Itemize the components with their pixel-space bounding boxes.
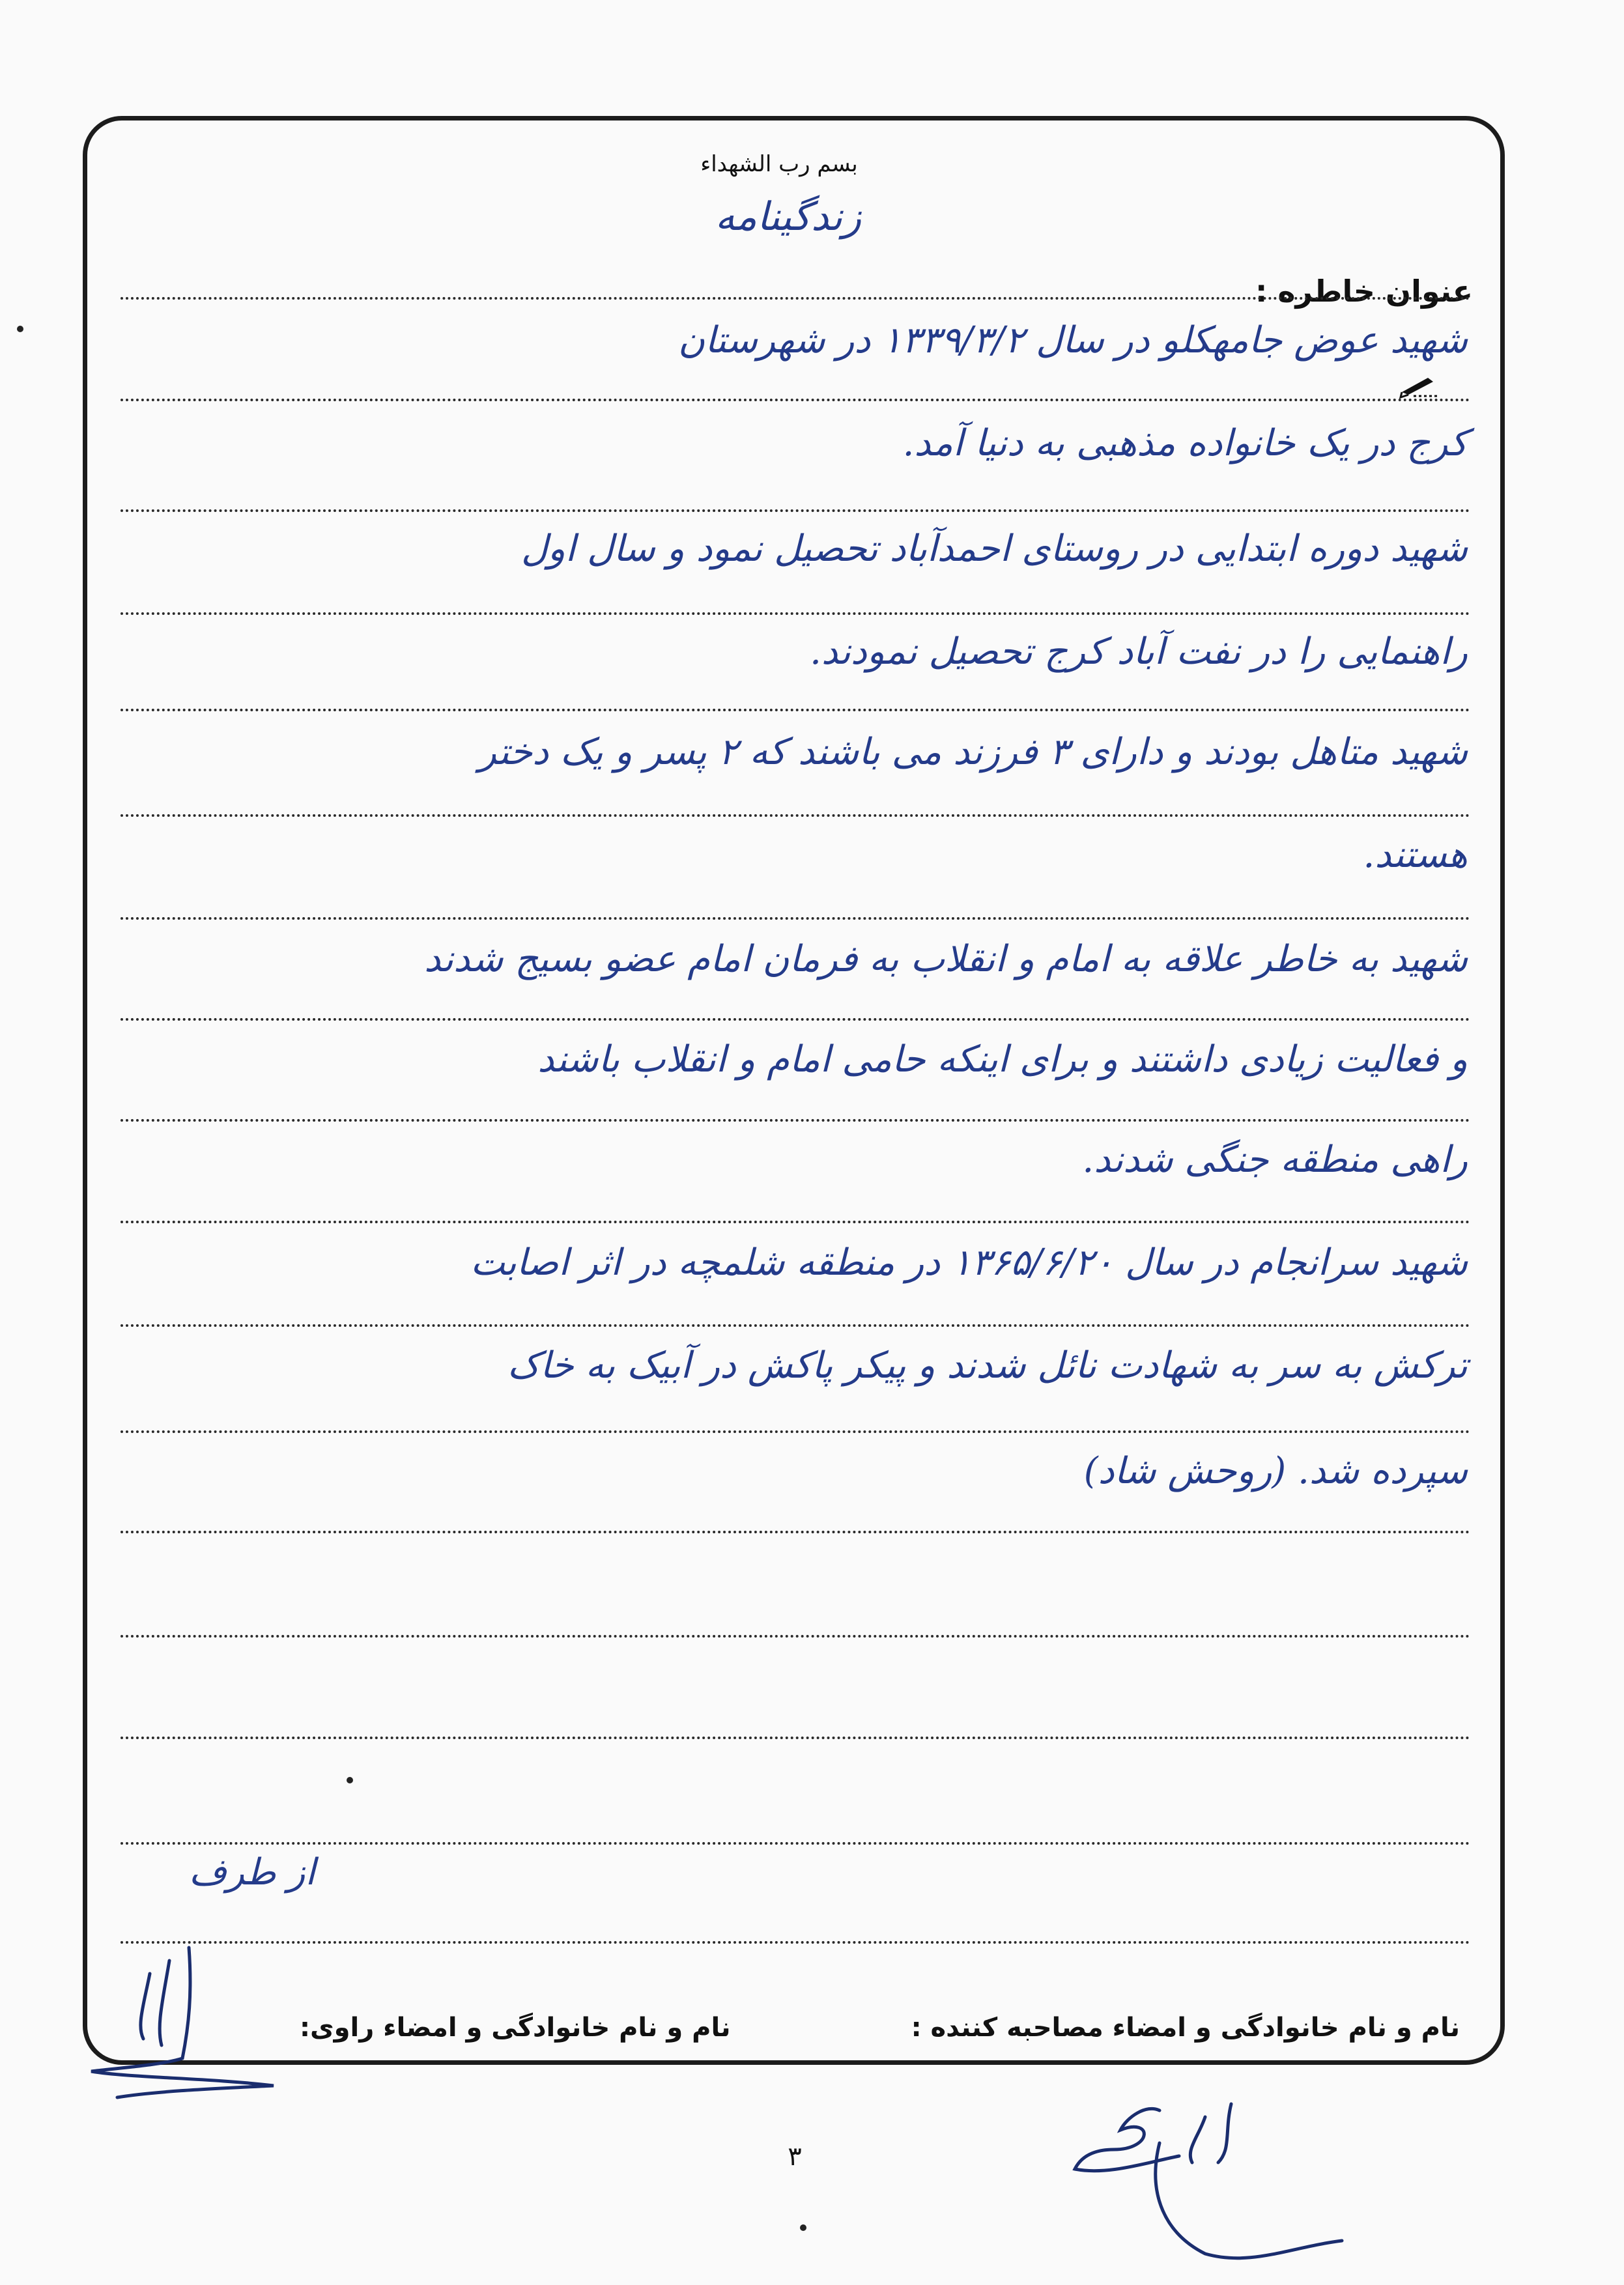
ruled-line [121, 1221, 1470, 1223]
ruled-line [121, 917, 1470, 920]
handwritten-line: سپرده شد. (روحش شاد) [1083, 1450, 1468, 1492]
memory-title-value: زندگینامه [715, 194, 862, 240]
handwritten-line: کرج در یک خانواده مذهبی به دنیا آمد. [902, 422, 1468, 464]
handwritten-line: شهید دوره ابتدایی در روستای احمدآباد تحصیل نمود و سال اول [521, 528, 1468, 570]
ruled-line [121, 399, 1470, 401]
ruled-line [121, 612, 1470, 615]
ruled-line [121, 1941, 1470, 1944]
ink-dot [347, 1777, 353, 1783]
handwritten-line: شهید سرانجام در سال ۱۳۶۵/۶/۲۰ در منطقه شلمچه در اثر اصابت [470, 1242, 1468, 1284]
handwritten-line: شهید به خاطر علاقه به امام و انقلاب به فرمان امام عضو بسیج شدند [424, 938, 1468, 980]
ruled-line [121, 1635, 1470, 1638]
ink-dot [17, 326, 23, 332]
pen-icon [1399, 373, 1438, 399]
ruled-line [121, 1737, 1470, 1739]
form-heading: بسم رب الشهداء [700, 151, 858, 177]
narrator-signature [78, 1915, 300, 2110]
ruled-line [121, 297, 1470, 300]
handwritten-line: شهید متاهل بودند و دارای ۳ فرزند می باشند که ۲ پسر و یک دختر [478, 731, 1468, 773]
page-number: ۳ [788, 2142, 802, 2172]
handwritten-line: هستند. [1363, 834, 1468, 876]
memory-title-label: عنوان خاطره : [1255, 274, 1473, 309]
handwritten-line: راهنمایی را در نفت آباد کرج تحصیل نمودند. [810, 631, 1468, 673]
handwritten-line: ترکش به سر به شهادت نائل شدند و پیکر پاکش در آبیک به خاک [507, 1344, 1468, 1387]
ruled-line [121, 814, 1470, 817]
ruled-line [121, 709, 1470, 711]
interviewer-signature [1055, 2078, 1394, 2273]
handwritten-on-behalf: از طرف [189, 1851, 315, 1894]
form-frame [83, 116, 1505, 2065]
ruled-line [121, 1119, 1470, 1122]
interviewer-signature-label: نام و نام خانوادگی و امضاء مصاحبه کننده : [911, 2013, 1460, 2043]
handwritten-line: شهید عوض جامهکلو در سال ۱۳۳۹/۳/۲ در شهرستان [677, 319, 1468, 362]
ruled-line [121, 1324, 1470, 1327]
handwritten-line: و فعالیت زیادی داشتند و برای اینکه حامی امام و انقلاب باشند [537, 1038, 1468, 1081]
ruled-line [121, 1018, 1470, 1021]
ruled-line [121, 1842, 1470, 1845]
ruled-line [121, 509, 1470, 512]
ruled-line [121, 1430, 1470, 1433]
ink-dot [800, 2224, 806, 2231]
narrator-signature-label: نام و نام خانوادگی و امضاء راوی: [300, 2013, 731, 2043]
ruled-line [121, 1531, 1470, 1533]
handwritten-line: راهی منطقه جنگی شدند. [1082, 1139, 1468, 1181]
